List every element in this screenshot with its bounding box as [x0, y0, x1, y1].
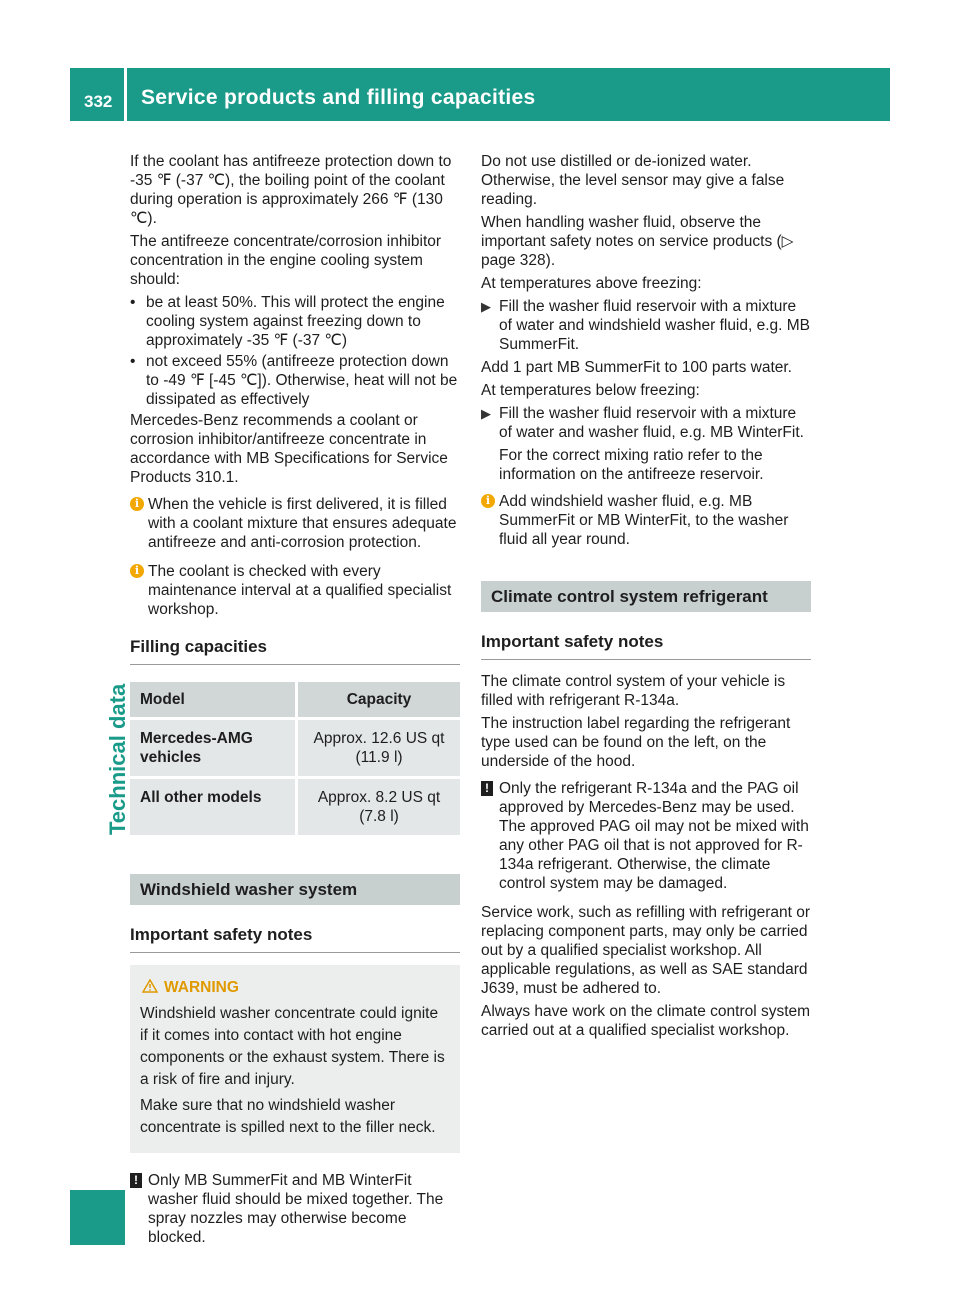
bullet-mark: • — [130, 294, 136, 311]
info-note-text: Add windshield washer fluid, e.g. MB SummerFit or MB WinterFit, to the washer fluid all year round. — [499, 493, 789, 548]
warning-box — [130, 965, 460, 1153]
info-icon: i — [130, 564, 144, 578]
below-freezing-label: At temperatures below freezing: — [481, 382, 700, 399]
caution-note-text: Only the refrigerant R-134a and the PAG oil approved by Mercedes-Benz may be used. The approved PAG oil may not be mixed with any other PAG oil that is not approved for R-134a refrigerant. Otherwise, the climate control system may be damaged. — [499, 780, 809, 892]
warning-title-text: WARNING — [164, 979, 239, 996]
table-cell-capacity: Approx. 8.2 US qt (7.8 l) — [295, 779, 460, 835]
section-band-climate: Climate control system refrigerant — [481, 581, 811, 612]
caution-note — [130, 1171, 460, 1247]
info-icon: i — [481, 494, 495, 508]
right-column — [481, 152, 811, 1044]
caution-icon: ! — [130, 1173, 142, 1188]
table-header-model: Model — [130, 682, 295, 717]
list-item-text: be at least 50%. This will protect the engine cooling system against freezing down to approximately -35 ℉ (-37 ℃) — [146, 294, 445, 349]
page-title: Service products and filling capacities — [141, 86, 536, 109]
above-freezing-label: At temperatures above freezing: — [481, 275, 702, 292]
washer-safety-text: When handling washer fluid, observe the important safety notes on service products — [481, 214, 773, 250]
caution-note — [481, 779, 811, 893]
page-ref-arrow-icon: ▷ — [781, 233, 794, 250]
bullet-mark: • — [130, 353, 136, 370]
side-marker — [70, 1190, 125, 1245]
workshop-paragraph: Always have work on the climate control system carried out at a qualified specialist workshop. — [481, 1003, 811, 1039]
instruction-step-text: Fill the washer fluid reservoir with a mixture of water and windshield washer fluid, e.g. MB SummerFit. — [499, 298, 811, 353]
refrigerant-paragraph: The climate control system of your vehicle is filled with refrigerant R-134a. — [481, 673, 786, 709]
instruction-label-paragraph: The instruction label regarding the refrigerant type used can be found on the left, on the underside of the hood. — [481, 715, 791, 770]
warning-title — [140, 977, 450, 999]
info-icon: i — [130, 497, 144, 511]
washer-safety-paragraph: When handling washer fluid, observe the important safety notes on service products (▷ page 328). — [481, 214, 794, 269]
service-work-paragraph: Service work, such as refilling with refrigerant or replacing component parts, may only be carried out by a qualified specialist workshop. All applicable regulations, as well as SAE standard J639, must be adhered to. — [481, 904, 811, 997]
list-item — [130, 352, 460, 409]
table-header-capacity: Capacity — [295, 682, 460, 717]
caution-icon: ! — [481, 781, 493, 796]
left-column — [130, 152, 460, 1257]
info-note — [481, 492, 811, 549]
instruction-step — [481, 297, 811, 354]
table-cell-capacity: Approx. 12.6 US qt (11.9 l) — [295, 720, 460, 776]
step-arrow-icon: ▶ — [481, 299, 491, 314]
caution-note-text: Only MB SummerFit and MB WinterFit washer fluid should be mixed together. The spray nozzles may otherwise become blocked. — [148, 1172, 444, 1246]
table-row — [130, 779, 460, 835]
warning-instruction: Make sure that no windshield washer concentrate is spilled next to the filler neck. — [140, 1097, 436, 1136]
info-note — [130, 562, 460, 619]
recommendation-paragraph: Mercedes-Benz recommends a coolant or corrosion inhibitor/antifreeze concentrate in accordance with MB Specifications for Service Products 310.1. — [130, 412, 448, 486]
section-band-washer: Windshield washer system — [130, 874, 460, 905]
warning-triangle-icon — [142, 979, 158, 993]
mixing-paragraph: Add 1 part MB SummerFit to 100 parts water. — [481, 359, 792, 376]
safety-notes-heading: Important safety notes — [130, 925, 460, 953]
safety-notes-heading: Important safety notes — [481, 632, 811, 660]
info-note — [130, 495, 460, 552]
info-note-text: When the vehicle is first delivered, it is filled with a coolant mixture that ensures adequate antifreeze and anti-corrosion protection. — [148, 496, 457, 551]
warning-text: Windshield washer concentrate could ignite if it comes into contact with hot engine components or the exhaust system. There is a risk of fire and injury. — [140, 1005, 445, 1088]
concentration-paragraph: The antifreeze concentrate/corrosion inhibitor concentration in the engine cooling system should: — [130, 233, 442, 288]
list-item-text: not exceed 55% (antifreeze protection down to -49 ℉ [-45 ℃]). Otherwise, heat will not be dissipated as effectively — [146, 353, 458, 408]
side-section-label-text: Technical data — [105, 683, 130, 835]
instruction-step-text: Fill the washer fluid reservoir with a mixture of water and washer fluid, e.g. MB WinterFit. — [499, 405, 804, 441]
page-number: 332 — [84, 92, 113, 111]
step-arrow-icon: ▶ — [481, 406, 491, 421]
capacity-table — [130, 679, 460, 838]
page-reference-link[interactable]: page 328 — [481, 252, 546, 269]
instruction-step — [481, 404, 811, 442]
header-divider — [124, 68, 127, 121]
list-item — [130, 293, 460, 350]
table-cell-model: All other models — [130, 779, 295, 835]
table-header-row — [130, 682, 460, 717]
filling-capacities-heading: Filling capacities — [130, 637, 460, 665]
info-note-text: The coolant is checked with every maintenance interval at a qualified specialist workshop. — [148, 563, 452, 618]
table-cell-model: Mercedes-AMG vehicles — [130, 720, 295, 776]
table-row — [130, 720, 460, 776]
instruction-step-subtext: For the correct mixing ratio refer to the information on the antifreeze reservoir. — [499, 447, 764, 483]
coolant-paragraph: If the coolant has antifreeze protection down to -35 ℉ (-37 ℃), the boiling point of the coolant during operation is approximately 266 ℉ (130 ℃). — [130, 153, 452, 227]
distilled-water-paragraph: Do not use distilled or de-ionized water. Otherwise, the level sensor may give a false reading. — [481, 153, 785, 208]
